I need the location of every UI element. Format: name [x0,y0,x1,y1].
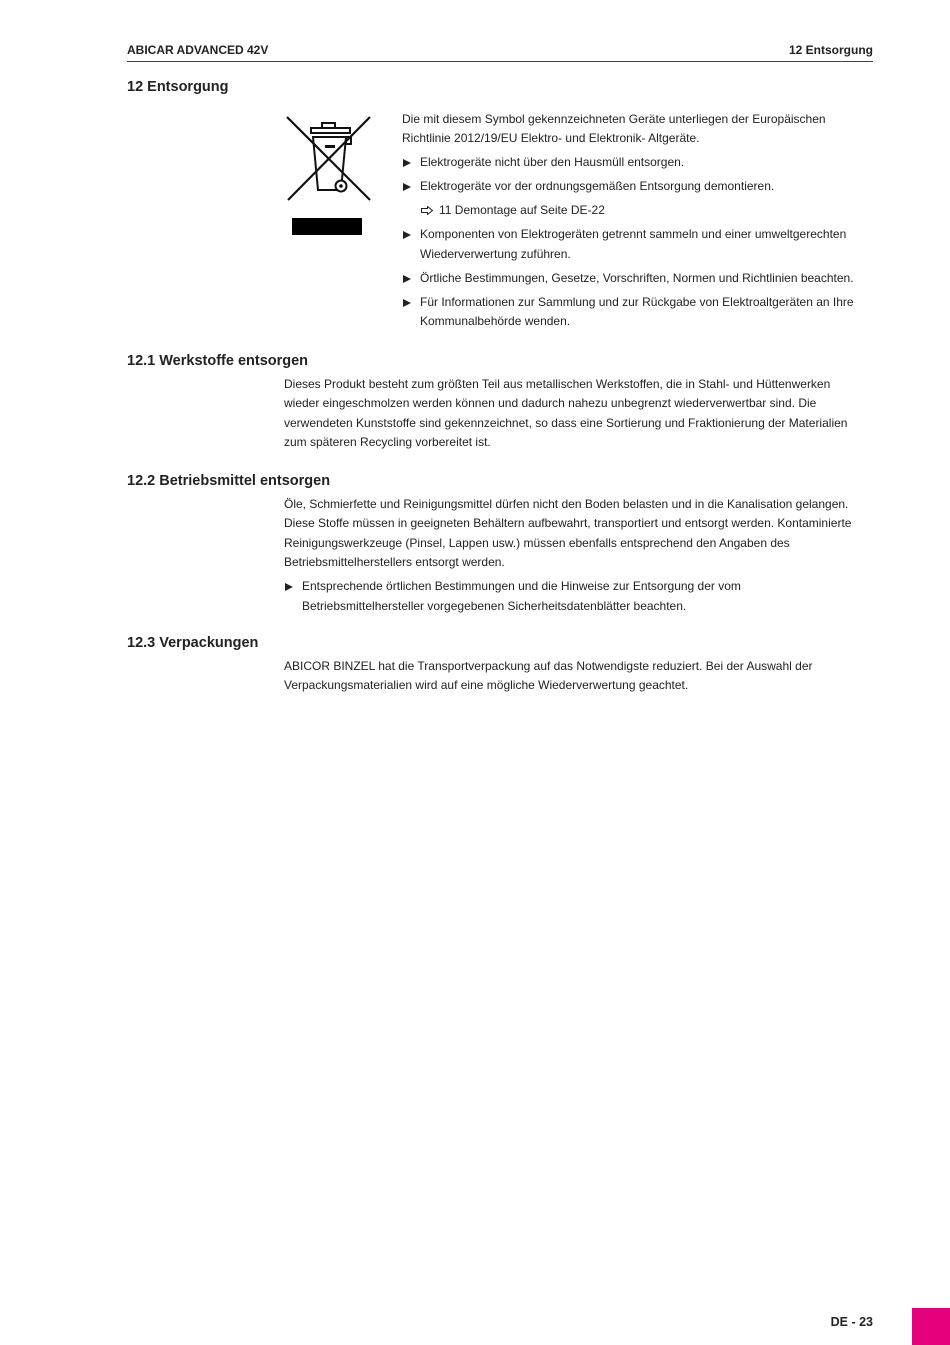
outline-right-arrow-icon [421,206,433,215]
instruction-line: Komponenten von Elektrogeräten getrennt sammeln und einer umweltgerechten [420,227,847,241]
page-number: DE - 23 [830,1315,873,1329]
paragraph-line: Verpackungsmaterialien wird auf eine mögliche Wiederverwertung geachtet. [284,678,689,692]
instruction-item [402,225,854,264]
intro-line: Die mit diesem Symbol gekennzeichneten Geräte unterliegen der Europäischen [402,111,826,126]
instruction-line: Entsprechende örtlichen Bestimmungen und die Hinweise zur Entsorgung der vom [302,579,741,593]
paragraph-line: Dieses Produkt besteht zum größten Teil aus metallischen Werkstoffen, die in Stahl- und Hüttenwerken [284,376,831,391]
paragraph-line: zum späteren Recycling vorbereitet ist. [284,435,491,449]
paragraph-line: Öle, Schmierfette und Reinigungsmittel dürfen nicht den Boden belasten und in die Kanalisation gelangen. [284,496,849,511]
instruction-line: Örtliche Bestimmungen, Gesetze, Vorschriften, Normen und Richtlinien beachten. [420,270,854,285]
paragraph-line: wieder eingeschmolzen werden können und dadurch nahezu unbegrenzt wiederverwertbar sind. Die [284,396,817,410]
section-12-2-paragraph [284,495,851,573]
triangle-bullet-icon [403,159,411,167]
page-edge-tab [912,1308,950,1345]
header-chapter-title: 12 Entsorgung [788,43,873,57]
triangle-bullet-icon [285,583,293,591]
intro-paragraph [402,110,854,149]
cross-reference-link[interactable]: 11 Demontage auf Seite DE-22 [439,203,605,217]
triangle-bullet-icon [403,299,411,307]
weee-crossed-out-wheelie-bin-icon [284,114,374,239]
instruction-line: Wiederverwertung zuführen. [420,246,571,261]
chapter-content [402,110,854,332]
triangle-bullet-icon [403,275,411,283]
section-12-2-content [284,495,851,617]
header-document-title: ABICAR ADVANCED 42V [127,43,269,57]
paragraph-line: ABICOR BINZEL hat die Transportverpackung auf das Notwendigste reduziert. Bei der Auswahl der [284,658,813,673]
header-rule [127,61,873,62]
section-12-3-heading: 12.3 Verpackungen [127,635,259,651]
paragraph-line: Betriebsmittelherstellers entsorgt werden. [284,555,505,569]
instruction-line: Betriebsmittelhersteller vorgegebenen Sicherheitsdatenblätter beachten. [302,598,687,613]
section-12-2-heading: 12.2 Betriebsmittel entsorgen [127,473,331,489]
instruction-line: Elektrogeräte nicht über den Hausmüll entsorgen. [420,155,685,169]
paragraph-line: Diese Stoffe müssen in geeigneten Behältern aufbewahrt, transportiert und entsorgt werden. Kontaminierte [284,516,852,530]
intro-line: Richtlinie 2012/19/EU Elektro- und Elektronik- Altgeräte. [402,131,700,145]
instruction-item [284,577,851,616]
instruction-line: Für Informationen zur Sammlung und zur Rückgabe von Elektroaltgeräten an Ihre [420,294,854,309]
instruction-item [402,269,854,289]
paragraph-line: verwendeten Kunststoffe sind gekennzeichnet, so dass eine Sortierung und Fraktionierung der Materialien [284,415,848,430]
instruction-item [402,153,854,173]
cross-reference [402,201,854,221]
triangle-bullet-icon [403,231,411,239]
instruction-item [402,177,854,197]
section-12-3-paragraph [284,657,813,696]
instruction-item [402,293,854,332]
instruction-line: Kommunalbehörde wenden. [420,314,571,328]
section-12-1-paragraph [284,375,847,453]
paragraph-line: Reinigungswerkzeuge (Pinsel, Lappen usw.) müssen ebenfalls entsprechend den Angaben des [284,535,790,550]
instruction-line: Elektrogeräte vor der ordnungsgemäßen Entsorgung demontieren. [420,179,775,193]
triangle-bullet-icon [403,183,411,191]
chapter-heading: 12 Entsorgung [127,79,229,95]
section-12-1-heading: 12.1 Werkstoffe entsorgen [127,353,309,369]
